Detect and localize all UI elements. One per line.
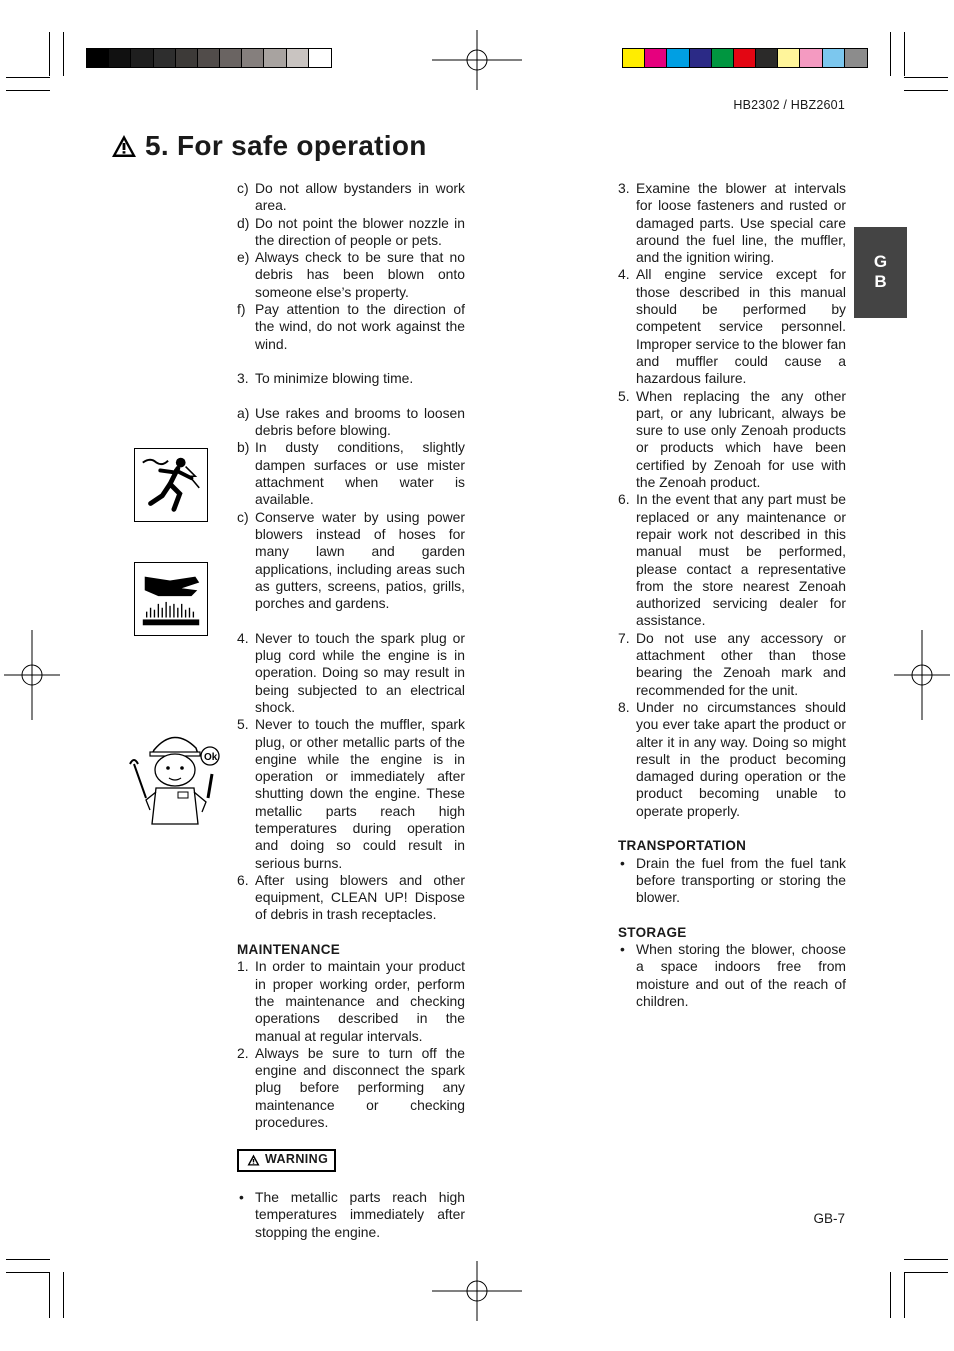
list-text: Examine the blower at intervals for loose fasteners and rusted or damaged parts. Use special care around the fuel line, the muffler, and the ignition wiring.: [636, 180, 846, 266]
transportation-heading: TRANSPORTATION: [618, 838, 747, 854]
list-marker: 5.: [237, 716, 249, 733]
tab-letter-g: G: [873, 252, 888, 271]
list-item: [237, 405, 465, 440]
tab-letter-b: B: [874, 272, 887, 291]
color-swatch: [109, 49, 131, 67]
list-marker: c): [237, 180, 249, 196]
list-text: In order to maintain your product in proper working order, perform the maintenance and checking operations described in the manual at regular intervals.: [255, 958, 465, 1044]
list-marker: 3.: [618, 180, 630, 196]
color-swatch: [645, 49, 667, 67]
hot-surface-hand-icon: [135, 563, 207, 635]
color-swatch: [287, 49, 309, 67]
list-marker: a): [237, 404, 250, 421]
list-item: [618, 699, 846, 820]
list-text: Under no circumstances should you ever take apart the product or alter it in any way. Doing so might result in the product becoming damaged during operation or the product becoming unable to operate properly.: [636, 698, 846, 819]
hot-surface-pictogram: [134, 562, 208, 636]
list-item: [618, 491, 846, 629]
list-marker: 4.: [237, 629, 249, 646]
color-swatch: [176, 49, 198, 67]
list-text: Always check to be sure that no debris has been blown onto someone else’s property.: [255, 249, 465, 300]
warning-text: WARNING: [265, 1152, 329, 1167]
electric-shock-icon: [135, 449, 207, 521]
bullet-marker: •: [239, 1188, 244, 1205]
list-text: In dusty conditions, slightly dampen surfaces or use mister attachment when water is available.: [255, 439, 465, 508]
color-swatch: [800, 49, 822, 67]
left-column: [237, 180, 465, 1241]
list-marker: 5.: [618, 387, 630, 404]
color-swatch: [220, 49, 242, 67]
right-column: [618, 180, 846, 1010]
warning-bullet: [237, 1189, 465, 1241]
list-text: After using blowers and other equipment, CLEAN UP! Dispose of debris in trash receptacles.: [255, 871, 465, 923]
color-swatch: [309, 49, 331, 67]
list-marker: d): [237, 214, 250, 231]
bullet-text: When storing the blower, choose a space indoors free from moisture and out of the reach of children.: [636, 941, 846, 1009]
list-marker: 6.: [618, 491, 630, 508]
list-item: [618, 266, 846, 387]
list-item: [618, 388, 846, 492]
color-swatch: [264, 49, 286, 67]
list-marker: b): [237, 439, 250, 456]
warning-label: [237, 1149, 336, 1172]
model-number: HB2302 / HBZ2601: [733, 98, 845, 112]
color-swatch: [690, 49, 712, 67]
color-swatch: [623, 49, 645, 67]
page-number: GB-7: [813, 1211, 845, 1226]
cmyk-color-bar: [622, 48, 868, 68]
bullet-text: Drain the fuel from the fuel tank before transporting or storing the blower.: [636, 854, 846, 906]
list-item: [237, 301, 465, 353]
registration-mark-left: [4, 630, 60, 720]
color-swatch: [823, 49, 845, 67]
bullet-marker: •: [620, 854, 625, 871]
registration-mark-bottom: [432, 1261, 522, 1321]
registration-mark-top: [432, 30, 522, 90]
grayscale-color-bar: [86, 48, 332, 68]
list-item: [237, 630, 465, 716]
list-marker: 2.: [237, 1044, 249, 1061]
registration-mark-right: [894, 630, 950, 720]
list-marker: c): [237, 508, 249, 525]
storage-bullet: [618, 941, 846, 1010]
page-title: [111, 130, 427, 162]
list-text: Always be sure to turn off the engine and disconnect the spark plug before performing any maintenance or checking procedures.: [255, 1044, 465, 1131]
list-marker: 6.: [237, 871, 249, 888]
list-text: Never to touch the muffler, spark plug, or other metallic parts of the engine while the engine is in operation or immediately after shutting down the engine. These metallic parts reach high temperatures during operation and doing so could result in serious burns.: [255, 716, 465, 871]
page-title-text: 5. For safe operation: [145, 130, 427, 161]
list-item: [618, 180, 846, 266]
list-marker: 8.: [618, 698, 630, 715]
list-item: [237, 215, 465, 250]
color-swatch: [778, 49, 800, 67]
color-swatch: [712, 49, 734, 67]
color-swatch: [734, 49, 756, 67]
color-swatch: [198, 49, 220, 67]
list-text: In the event that any part must be replaced or any maintenance or repair work not described in this manual must be performed, please contact a representative from the store nearest Zenoah authorized servicing dealer for assistance.: [636, 491, 846, 629]
list-item: [237, 180, 465, 215]
list-item: [237, 872, 465, 924]
list-marker: e): [237, 249, 250, 266]
color-swatch: [667, 49, 689, 67]
color-swatch: [131, 49, 153, 67]
list-text: Conserve water by using power blowers instead of hoses for many lawn and garden applications, including areas such as gutters, screens, patios, grills, porches and gardens.: [255, 508, 465, 612]
list-text: When replacing the any other part, or any lubricant, always be sure to use only Zenoah products or products which have been certified by Zenoah for use with the Zenoah product.: [636, 387, 846, 491]
list-marker: 1.: [237, 958, 249, 975]
list-text: To minimize blowing time.: [255, 370, 414, 387]
color-swatch: [845, 49, 867, 67]
list-item: [618, 630, 846, 699]
list-text: All engine service except for those described in this manual should be performed by competent service personnel. Improper service to the blower fan and muffler could cause a hazardous failure.: [636, 266, 847, 387]
list-text: Use rakes and brooms to loosen debris before blowing.: [255, 404, 465, 439]
list-item: [237, 1045, 465, 1131]
color-swatch: [242, 49, 264, 67]
svg-text:Ok: Ok: [204, 752, 218, 763]
list-text: Never to touch the spark plug or plug cord while the engine is in operation. Doing so may result in being subjected to an electrical shock.: [255, 629, 465, 715]
list-item: [237, 370, 465, 387]
color-swatch: [87, 49, 109, 67]
list-marker: 3.: [237, 370, 249, 387]
warning-triangle-icon: [111, 134, 137, 158]
list-marker: f): [237, 301, 246, 318]
list-marker: 4.: [618, 266, 630, 283]
list-item: [237, 716, 465, 872]
list-marker: 7.: [618, 629, 630, 646]
list-item: [237, 958, 465, 1044]
color-swatch: [154, 49, 176, 67]
warning-triangle-icon: [247, 1154, 260, 1166]
mechanic-ok-illustration: [128, 728, 224, 828]
electric-shock-pictogram: [134, 448, 208, 522]
list-text: Pay attention to the direction of the wind, do not work against the wind.: [255, 301, 465, 352]
list-text: Do not use any accessory or attachment other than those bearing the Zenoah mark and recommended for the unit.: [636, 629, 846, 698]
bullet-marker: •: [620, 941, 625, 958]
list-text: Do not point the blower nozzle in the direction of people or pets.: [255, 214, 465, 248]
list-item: [237, 249, 465, 301]
color-swatch: [756, 49, 778, 67]
bullet-text: The metallic parts reach high temperatures immediately after stopping the engine.: [255, 1188, 465, 1240]
language-tab: [854, 227, 907, 318]
list-text: Do not allow bystanders in work area.: [255, 180, 465, 214]
maintenance-heading: MAINTENANCE: [237, 942, 341, 958]
storage-heading: STORAGE: [618, 924, 687, 940]
list-item: [237, 439, 465, 508]
transportation-bullet: [618, 855, 846, 907]
list-item: [237, 509, 465, 613]
